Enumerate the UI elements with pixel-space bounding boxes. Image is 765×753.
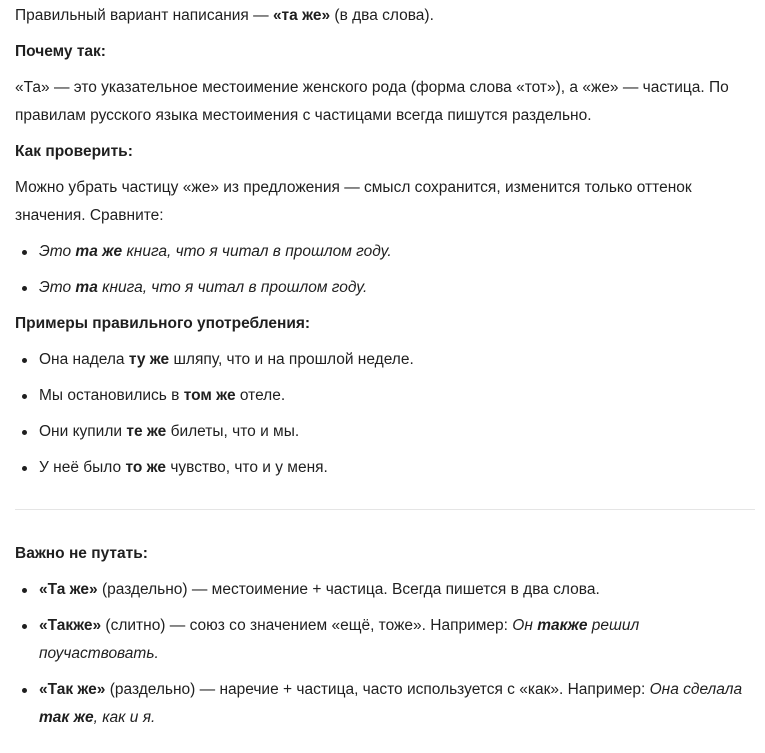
- list-item: Она надела ту же шляпу, что и на прошлой неделе.: [39, 346, 755, 374]
- intro-paragraph: Правильный вариант написания — «та же» (в два слова).: [15, 7, 434, 24]
- why-text: «Та» — это указательное местоимение женского рода (форма слова «тот»), а «же» — частица. По правилам русского языка местоимения с частицами всегда пишутся раздельно.: [15, 79, 729, 124]
- confusion-list: [15, 576, 755, 732]
- usage-heading: Примеры правильного употребления:: [15, 315, 311, 332]
- answer-highlight: «та же»: [272, 7, 331, 24]
- usage-examples-list: [15, 346, 755, 482]
- check-examples-list: [15, 238, 755, 302]
- check-heading: Как проверить:: [15, 143, 133, 160]
- list-item: Мы остановились в том же отеле.: [39, 382, 755, 410]
- list-item: «Та же» (раздельно) — местоимение + частица. Всегда пишется в два слова.: [39, 576, 755, 604]
- list-item: «Так же» (раздельно) — наречие + частица, часто используется с «как». Например: Она сделала так же, как и я.: [39, 676, 755, 732]
- section-divider: [15, 509, 755, 510]
- why-heading: Почему так:: [15, 43, 106, 60]
- list-item: У неё было то же чувство, что и у меня.: [39, 454, 755, 482]
- list-item: Они купили те же билеты, что и мы.: [39, 418, 755, 446]
- check-text: Можно убрать частицу «же» из предложения — смысл сохранится, изменится только оттенок значения. Сравните:: [15, 179, 692, 224]
- confusion-heading: Важно не путать:: [15, 545, 148, 562]
- list-item: Это та книга, что я читал в прошлом году.: [39, 274, 755, 302]
- list-item: Это та же книга, что я читал в прошлом году.: [39, 238, 755, 266]
- list-item: «Также» (слитно) — союз со значением «ещё, тоже». Например: Он также решил поучаствовать.: [39, 612, 755, 668]
- article: [15, 2, 755, 740]
